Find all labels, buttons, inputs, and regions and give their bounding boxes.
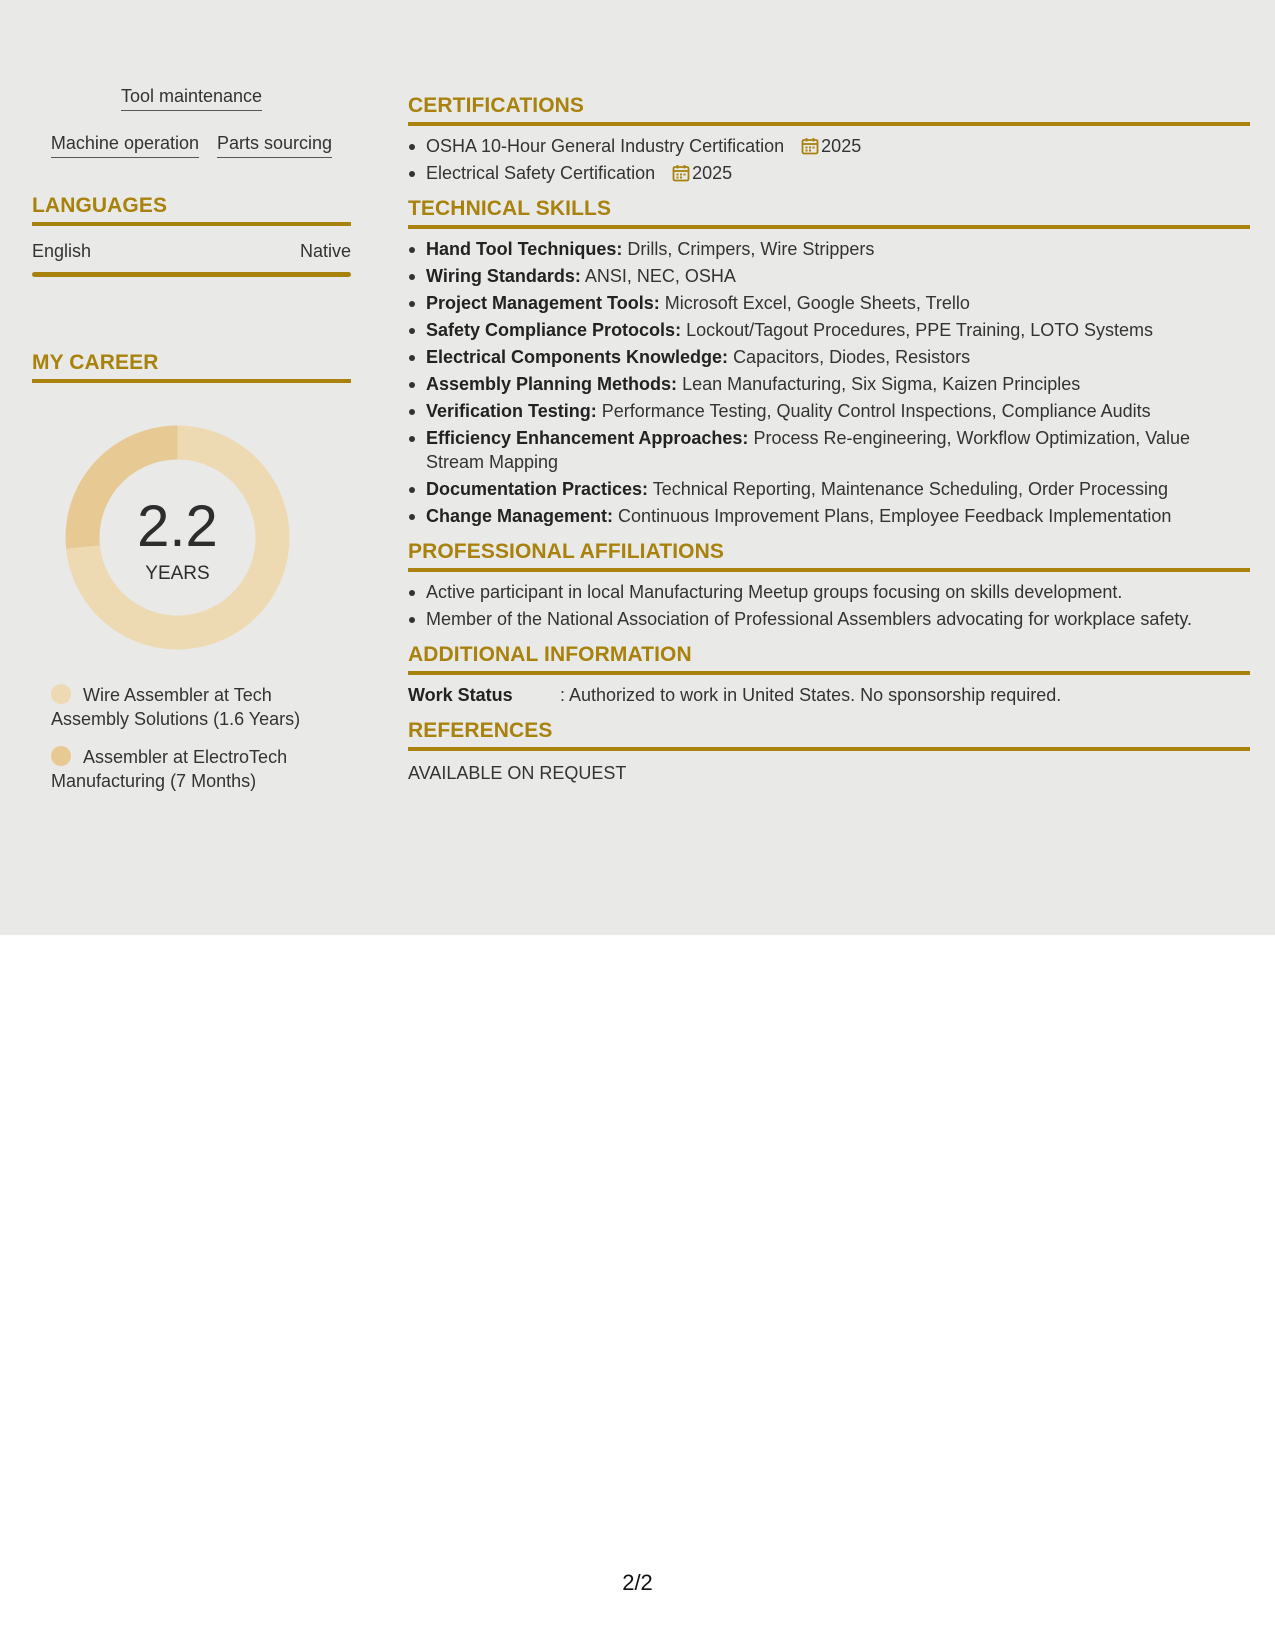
list-item <box>426 477 1250 501</box>
skill-values: Microsoft Excel, Google Sheets, Trello <box>664 293 970 313</box>
language-proficiency-bar <box>32 272 351 277</box>
list-item <box>426 318 1250 342</box>
skill-tag: Parts sourcing <box>217 132 332 158</box>
career-total: 2.2 <box>137 494 218 559</box>
skill-category: Wiring Standards: <box>426 266 581 286</box>
career-title: MY CAREER <box>32 349 351 383</box>
list-item <box>426 426 1250 474</box>
career-unit: YEARS <box>145 563 210 584</box>
work-status-value: : Authorized to work in United States. No sponsorship required. <box>560 685 1062 705</box>
right-column <box>408 92 1250 785</box>
references-text: AVAILABLE ON REQUEST <box>408 763 627 783</box>
left-column <box>32 85 351 807</box>
skill-tag: Machine operation <box>51 132 199 158</box>
skill-tags-row-1 <box>32 85 351 111</box>
language-name: English <box>32 241 92 261</box>
certification-year: 2025 <box>821 136 862 156</box>
skill-category: Assembly Planning Methods: <box>426 374 678 394</box>
list-item: Active participant in local Manufacturing Meetup groups focusing on skills development. <box>426 580 1250 604</box>
technical-skills-title: TECHNICAL SKILLS <box>408 195 1250 229</box>
skill-values: Capacitors, Diodes, Resistors <box>733 347 971 367</box>
donut-center <box>65 425 290 650</box>
skill-category: Safety Compliance Protocols: <box>426 320 682 340</box>
work-status-row <box>408 683 1250 707</box>
list-item <box>426 161 1250 185</box>
legend-item <box>51 683 341 731</box>
certifications-list <box>408 134 1250 185</box>
list-item <box>426 372 1250 396</box>
list-item <box>426 237 1250 261</box>
work-status-label: Work Status <box>408 685 513 705</box>
skill-category: Electrical Components Knowledge: <box>426 347 729 367</box>
skill-category: Project Management Tools: <box>426 293 660 313</box>
skill-category: Efficiency Enhancement Approaches: <box>426 428 749 448</box>
certification-year: 2025 <box>692 163 733 183</box>
certification-name: OSHA 10-Hour General Industry Certification <box>426 136 785 156</box>
certifications-title: CERTIFICATIONS <box>408 92 1250 126</box>
skill-category: Verification Testing: <box>426 401 597 421</box>
list-item <box>426 399 1250 423</box>
list-item <box>426 345 1250 369</box>
calendar-icon <box>801 137 819 155</box>
legend-item <box>51 745 341 793</box>
affiliations-title: PROFESSIONAL AFFILIATIONS <box>408 538 1250 572</box>
list-item <box>426 134 1250 158</box>
legend-label: Wire Assembler at Tech Assembly Solutions (1.6 Years) <box>51 685 301 729</box>
skill-category: Documentation Practices: <box>426 479 649 499</box>
skill-values: Performance Testing, Quality Control Inspections, Compliance Audits <box>601 401 1151 421</box>
list-item <box>426 504 1250 528</box>
skill-values: ANSI, NEC, OSHA <box>584 266 736 286</box>
language-level: Native <box>299 241 351 261</box>
legend-dot <box>51 746 71 766</box>
language-row <box>32 240 351 262</box>
skill-category: Hand Tool Techniques: <box>426 239 623 259</box>
affiliations-list <box>408 580 1250 631</box>
references-title: REFERENCES <box>408 717 1250 751</box>
skill-values: Lockout/Tagout Procedures, PPE Training, LOTO Systems <box>686 320 1153 340</box>
skill-values: Technical Reporting, Maintenance Scheduling, Order Processing <box>652 479 1169 499</box>
languages-title: LANGUAGES <box>32 192 351 226</box>
technical-skills-list <box>408 237 1250 528</box>
skill-values: Continuous Improvement Plans, Employee Feedback Implementation <box>618 506 1172 526</box>
additional-info-title: ADDITIONAL INFORMATION <box>408 641 1250 675</box>
legend-dot <box>51 684 71 704</box>
list-item <box>426 264 1250 288</box>
certification-name: Electrical Safety Certification <box>426 163 656 183</box>
list-item: Member of the National Association of Professional Assemblers advocating for workplace safety. <box>426 607 1250 631</box>
legend-label: Assembler at ElectroTech Manufacturing (7 Months) <box>51 747 288 791</box>
skill-values: Process Re-engineering, Workflow Optimization, Value Stream Mapping <box>426 428 1190 472</box>
career-chart <box>32 425 351 665</box>
skill-values: Drills, Crimpers, Wire Strippers <box>627 239 875 259</box>
skill-tag: Tool maintenance <box>121 85 262 111</box>
list-item <box>426 291 1250 315</box>
page-number: 2/2 <box>622 1570 653 1595</box>
calendar-icon <box>672 164 690 182</box>
skill-category: Change Management: <box>426 506 614 526</box>
skill-tags-row-2 <box>32 132 351 158</box>
skill-values: Lean Manufacturing, Six Sigma, Kaizen Principles <box>682 374 1081 394</box>
career-legend <box>32 683 351 793</box>
